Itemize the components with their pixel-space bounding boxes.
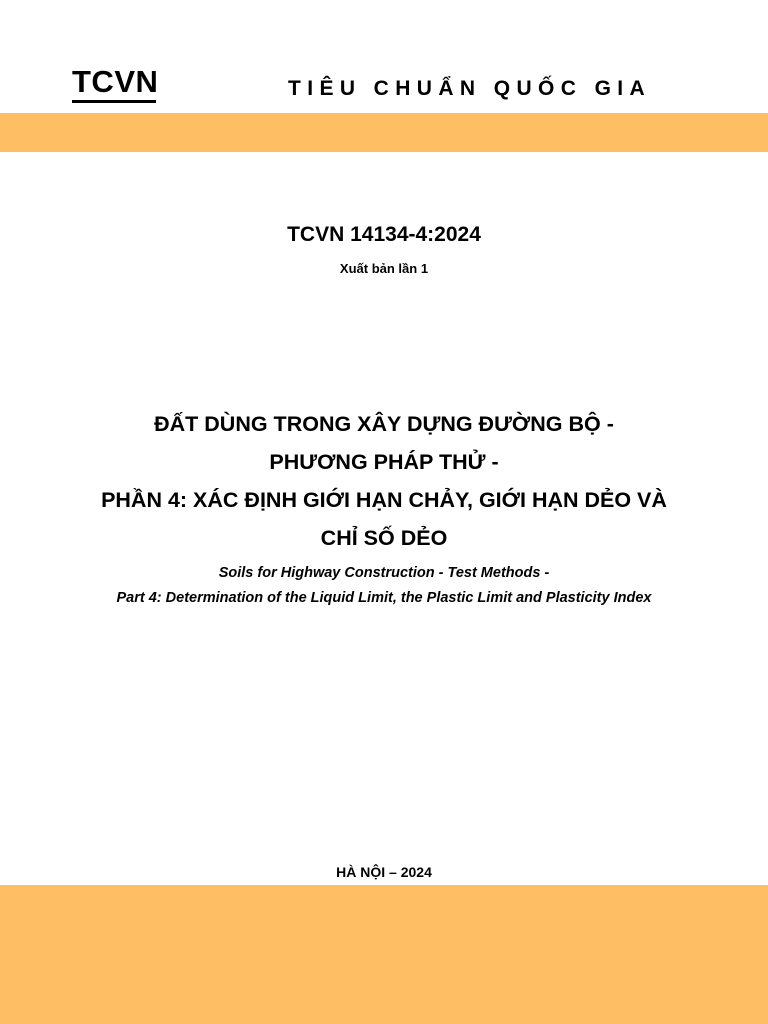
logo-underline [72, 100, 156, 103]
edition-label: Xuất bản lần 1 [339, 261, 429, 276]
english-title-line-2: Part 4: Determination of the Liquid Limit, the Plastic Limit and Plasticity Index [116, 590, 652, 606]
vietnamese-title [0, 405, 768, 557]
vietnamese-title-line-2: PHƯƠNG PHÁP THỬ - [269, 450, 499, 474]
header-title: TIÊU CHUẨN QUỐC GIA [288, 77, 652, 100]
vietnamese-title-line-4: CHỈ SỐ DẺO [320, 526, 448, 550]
standard-code: TCVN 14134-4:2024 [287, 223, 481, 246]
tcvn-logo: TCVN [72, 64, 159, 99]
vietnamese-title-line-3: PHẦN 4: XÁC ĐỊNH GIỚI HẠN CHẢY, GIỚI HẠN DẺO VÀ [101, 488, 667, 512]
accent-band-top [0, 113, 768, 152]
place-and-year: HÀ NỘI – 2024 [336, 864, 432, 880]
english-title [0, 561, 768, 611]
accent-band-bottom [0, 885, 768, 1024]
vietnamese-title-line-1: ĐẤT DÙNG TRONG XÂY DỰNG ĐƯỜNG BỘ - [154, 412, 614, 436]
english-title-line-1: Soils for Highway Construction - Test Methods - [218, 565, 550, 581]
